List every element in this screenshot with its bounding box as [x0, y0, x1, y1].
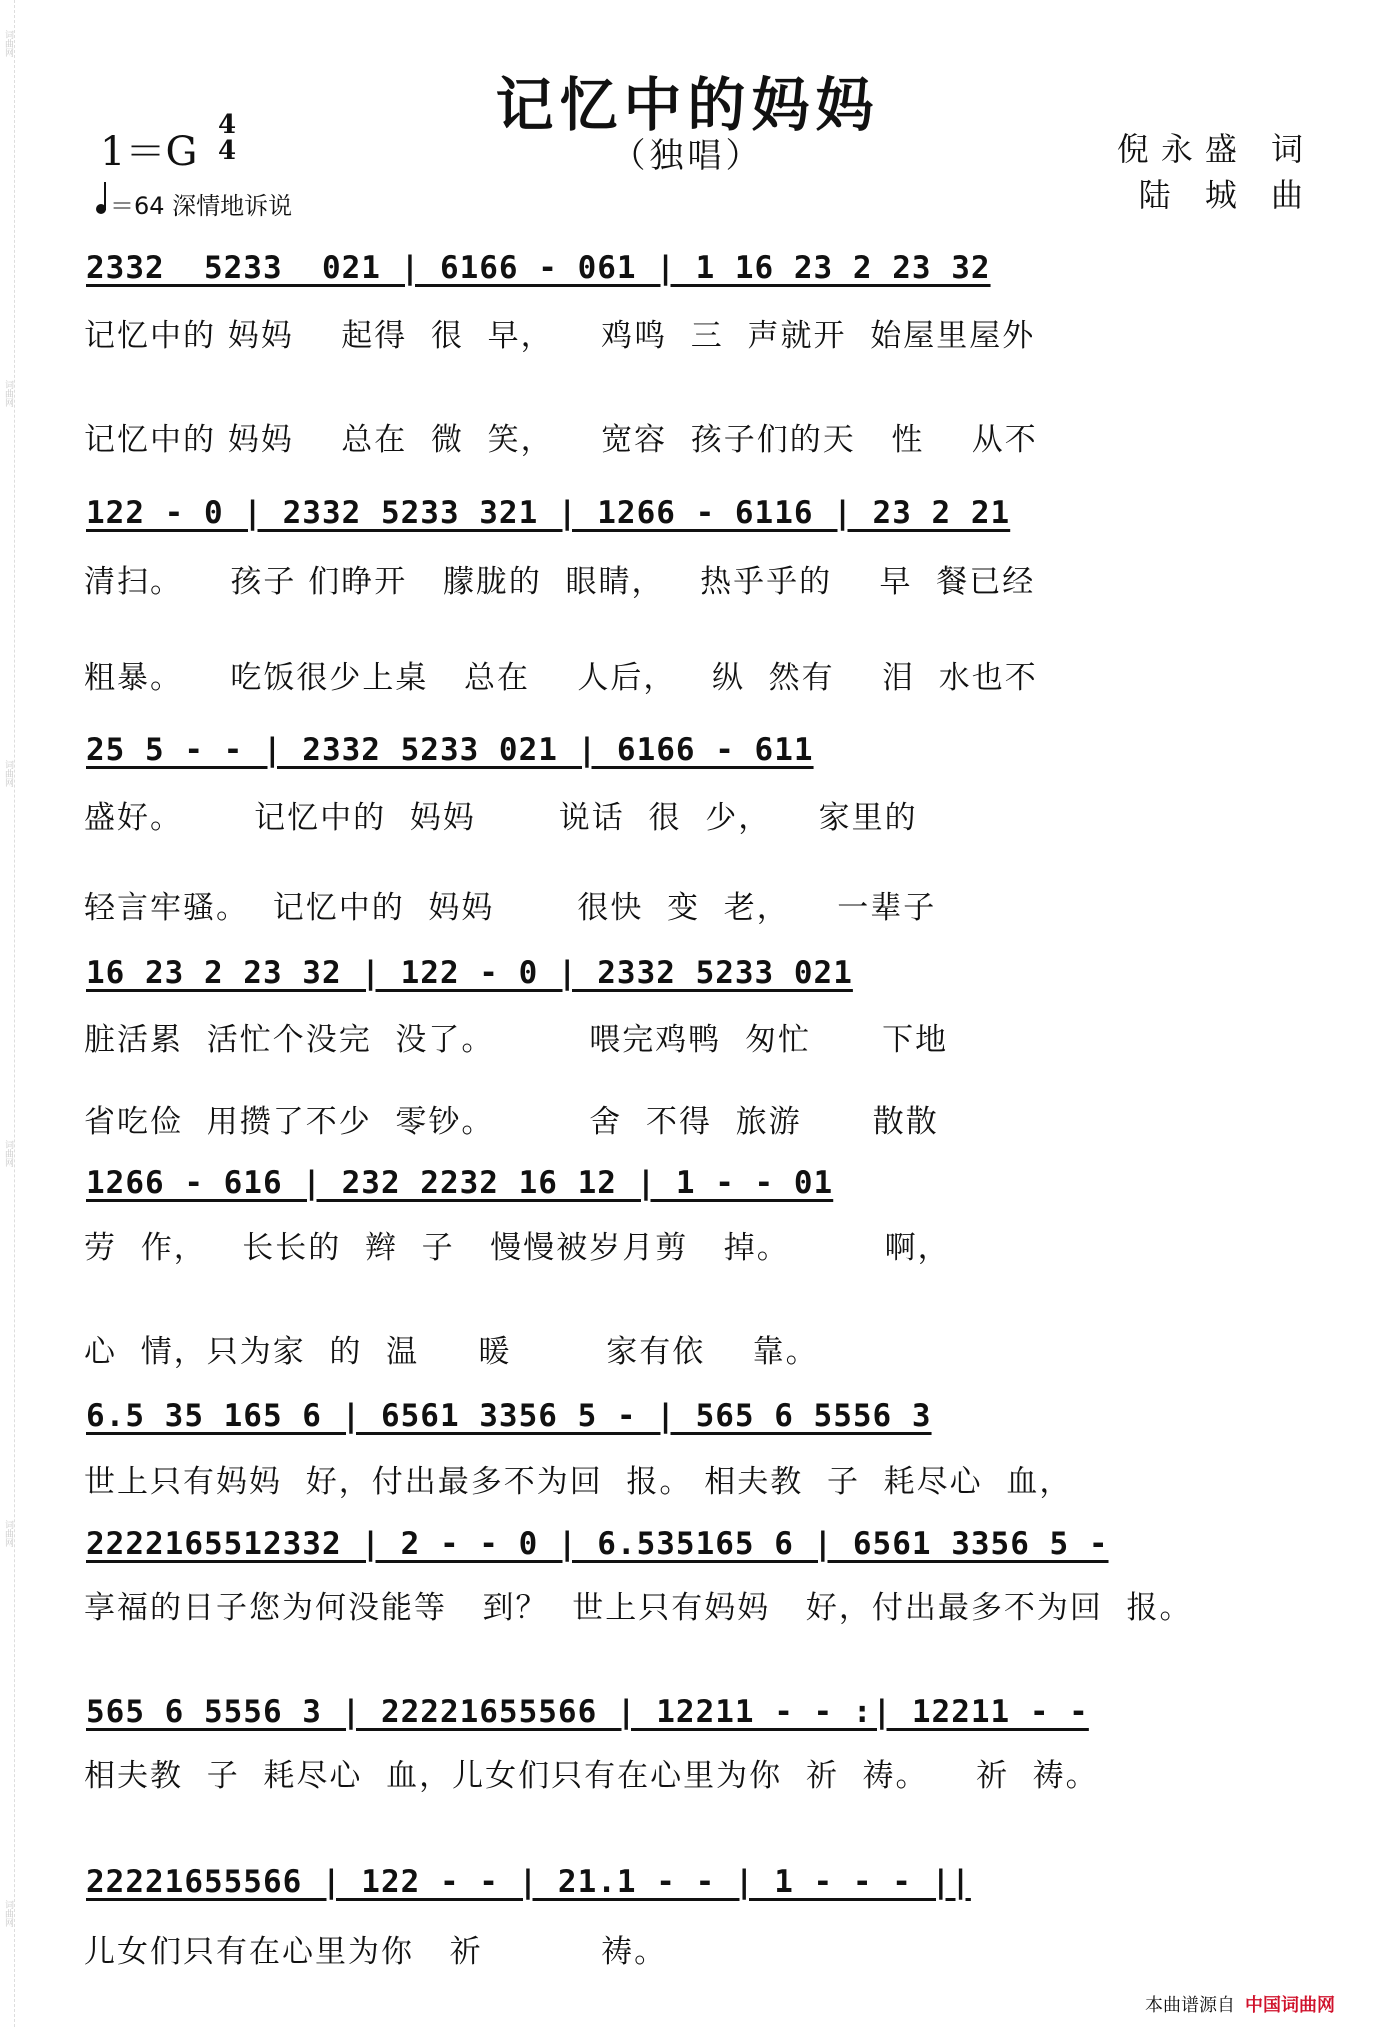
notation-line-7: 2222165512332 | 2 - - 0 | 6.535165 6 | 6561 3356 5 - [86, 1526, 1109, 1562]
lyric-line-6: 世上只有妈妈 好，付出最多不为回 报。 相夫教 子 耗尽心 血， [84, 1464, 1073, 1500]
notation-line-6: 6.5 35 165 6 | 6561 3356 5 - | 565 6 5556 3 [86, 1398, 932, 1434]
tempo-marking: ＝64 深情地诉说 [96, 186, 292, 221]
lyric-line-4b: 省吃俭 用攒了不少 零钞。 舍 不得 旅游 散散 [84, 1104, 939, 1140]
lyric-line-5b: 心 情，只为家 的 温 暖 家有依 靠。 [84, 1334, 819, 1370]
notation-line-4: 16 23 2 23 32 | 122 - 0 | 2332 5233 021 [86, 955, 853, 991]
lyric-line-7: 享福的日子您为何没能等 到？ 世上只有妈妈 好，付出最多不为回 报。 [84, 1590, 1193, 1626]
notation-line-2: 122 - 0 | 2332 5233 321 | 1266 - 6116 | 23 2 21 [86, 495, 1011, 531]
notation-line-1: 2332 5233 021 | 6166 - 061 | 1 16 23 2 23 32 [86, 250, 991, 286]
lyric-line-3a: 盛好。 记忆中的 妈妈 说话 很 少， 家里的 [84, 800, 918, 836]
source-footer: 本曲谱源自 中国词曲网 [1145, 1995, 1335, 2016]
lyric-line-1a: 记忆中的 妈妈 起得 很 早， 鸡鸣 三 声就开 始屋里屋外 [84, 318, 1036, 354]
lyric-line-2a: 清扫。 孩子 们睁开 朦胧的 眼睛， 热乎乎的 早 餐已经 [84, 564, 1036, 600]
quarter-note-icon [96, 204, 106, 214]
site-link[interactable]: 中国词曲网 [1245, 1995, 1335, 2016]
song-title: 记忆中的妈妈 [495, 71, 880, 139]
lyric-line-9: 儿女们只有在心里为你 祈 祷。 [84, 1934, 668, 1970]
song-subtitle: （独唱） [611, 136, 764, 176]
notation-line-9: 22221655566 | 122 - - | 21.1 - - | 1 - - - || [86, 1864, 971, 1900]
lyric-line-8: 相夫教 子 耗尽心 血，儿女们只有在心里为你 祈 祷。 祈 祷。 [84, 1758, 1099, 1794]
time-signature: 4 4 [218, 110, 237, 166]
notation-line-5: 1266 - 616 | 232 2232 16 12 | 1 - - 01 [86, 1165, 834, 1201]
lyric-line-1b: 记忆中的 妈妈 总在 微 笑， 宽容 孩子们的天 性 从不 [84, 422, 1038, 458]
side-watermark: 词曲网 词曲网 词曲网 词曲网 词曲网 词曲网 [0, 0, 15, 2027]
key-signature: 1＝G [100, 129, 198, 175]
composer-credit: 陆 城 曲 [1138, 176, 1315, 214]
lyric-line-5a: 劳 作， 长长的 辫 子 慢慢被岁月剪 掉。 啊， [84, 1230, 951, 1266]
lyric-line-2b: 粗暴。 吃饭很少上桌 总在 人后， 纵 然有 泪 水也不 [84, 660, 1038, 696]
lyric-line-4a: 脏活累 活忙个没完 没了。 喂完鸡鸭 匆忙 下地 [84, 1022, 949, 1058]
notation-line-8: 565 6 5556 3 | 22221655566 | 12211 - - :| 12211 - - [86, 1694, 1089, 1730]
notation-line-3: 25 5 - - | 2332 5233 021 | 6166 - 611 [86, 732, 814, 768]
lyricist-credit: 倪永盛 词 [1116, 130, 1315, 168]
lyric-line-3b: 轻言牢骚。 记忆中的 妈妈 很快 变 老， 一辈子 [84, 890, 937, 926]
